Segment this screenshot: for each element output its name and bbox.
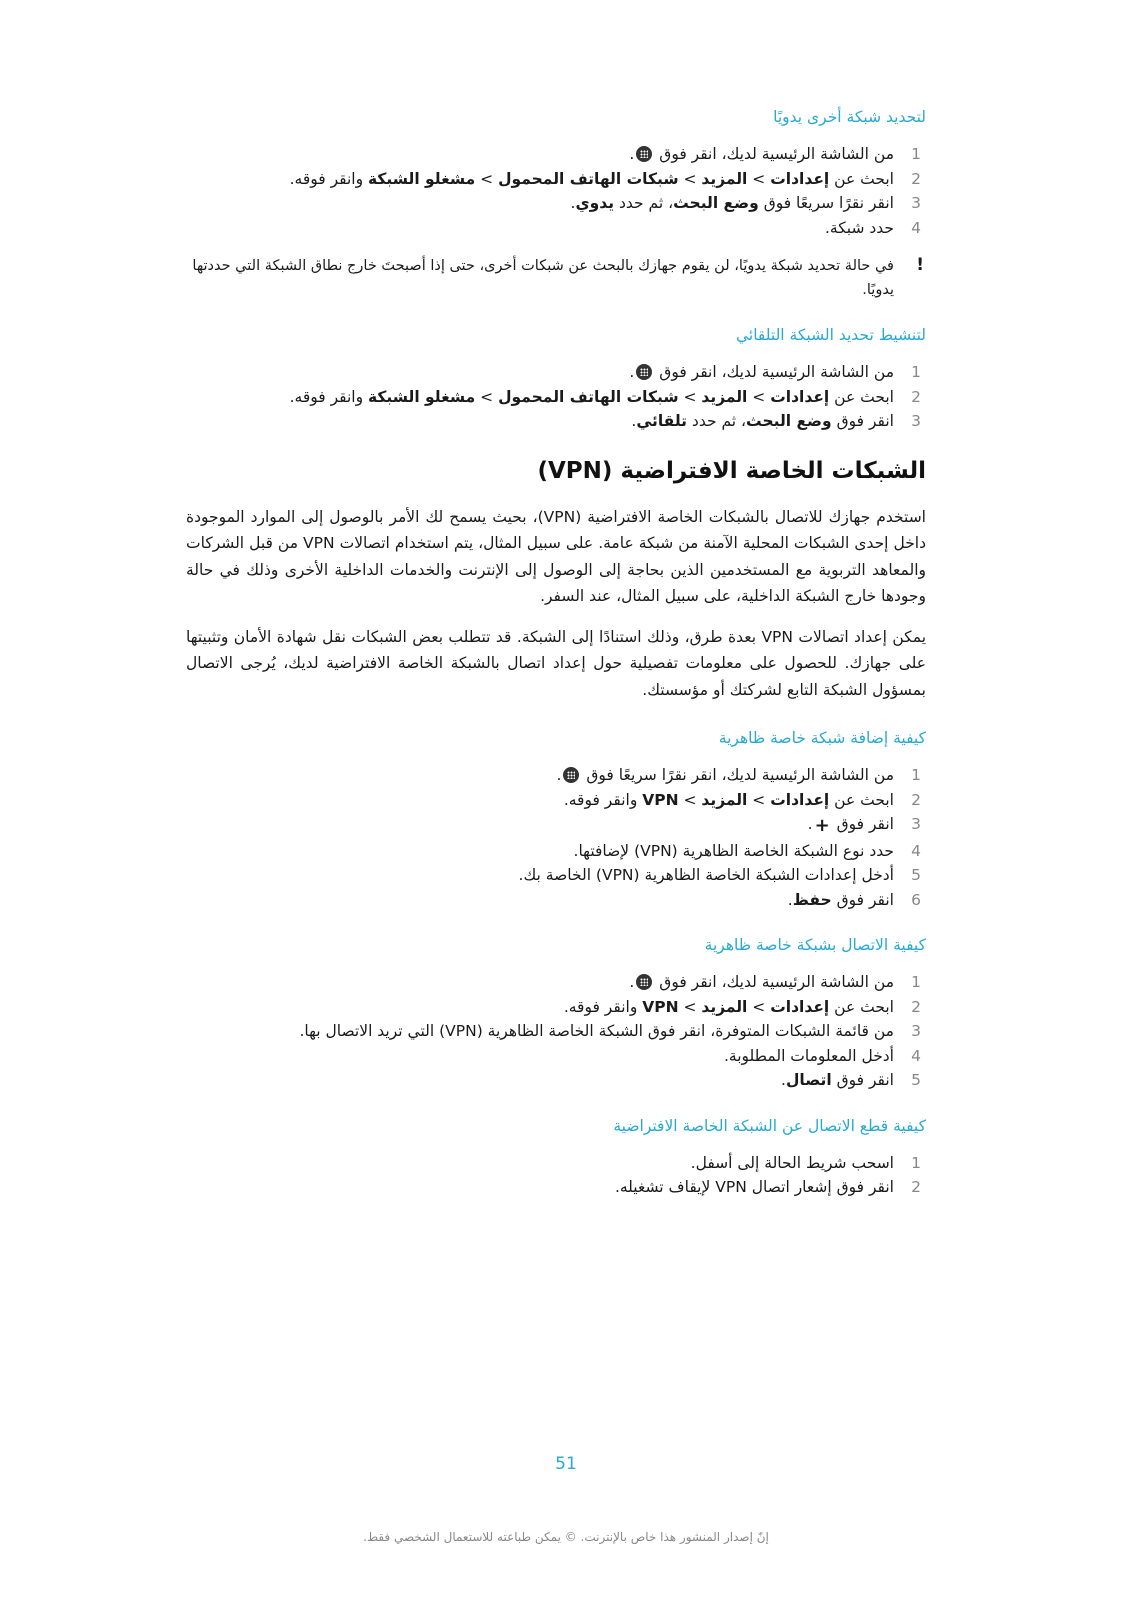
app-screen-icon — [563, 767, 579, 783]
app-screen-icon — [636, 146, 652, 162]
list-item: 5 انقر فوق اتصال. — [781, 1071, 921, 1089]
auto-network-steps — [186, 360, 926, 434]
page-content — [186, 106, 926, 1200]
vpn-setup-paragraph: يمكن إعداد اتصالات VPN بعدة طرق، وذلك استنادًا إلى الشبكة. قد تتطلب بعض الشبكات نقل شهادة الأمان وتثبيتها على جهازك. للحصول على معلومات تفصيلية حول إعداد اتصال بالشبكة الخاصة الافتراضية لديك، يُرجى الاتصال بمسؤول الشبكة التابع لشركتك أو مؤسستك. — [186, 627, 927, 699]
manual-network-steps — [186, 142, 926, 240]
list-item: 3 انقر فوق وضع البحث، ثم حدد تلقائي. — [631, 412, 921, 430]
list-item: 4 أدخل المعلومات المطلوبة. — [723, 1046, 921, 1065]
add-vpn-steps — [186, 763, 926, 912]
list-item: 1 من الشاشة الرئيسية لديك، انقر فوق . — [629, 145, 921, 163]
list-item: 2 ابحث عن إعدادات > المزيد > شبكات الهاتف المحمول > مشغلو الشبكة وانقر فوقه. — [289, 169, 921, 188]
plus-icon: + — [814, 815, 830, 836]
page-footer: إنّ إصدار المنشور هذا خاص بالإنترنت. © يمكن طباعته للاستعمال الشخصي فقط. — [363, 1530, 769, 1544]
connect-vpn-heading: كيفية الاتصال بشبكة خاصة ظاهرية — [704, 936, 926, 954]
manual-network-note: ! في حالة تحديد شبكة يدويًا، لن يقوم جهازك بالبحث عن شبكات أخرى، حتى إذا أصبحتَ خارج نطاق الشبكة التي حددتها يدويًا. — [192, 255, 924, 298]
list-item: 1 من الشاشة الرئيسية لديك، انقر نقرًا سريعًا فوق . — [556, 766, 921, 784]
list-item: 6 انقر فوق حفظ. — [787, 890, 921, 909]
list-item: 1 اسحب شريط الحالة إلى أسفل. — [690, 1153, 921, 1172]
disconnect-vpn-steps — [186, 1151, 926, 1200]
app-screen-icon — [636, 974, 652, 990]
connect-vpn-steps — [186, 970, 926, 1093]
list-item: 3 انقر فوق +. — [807, 815, 921, 836]
list-item: 1 من الشاشة الرئيسية لديك، انقر فوق . — [629, 973, 921, 991]
list-item: 2 انقر فوق إشعار اتصال VPN لإيقاف تشغيله. — [614, 1178, 921, 1196]
add-vpn-heading: كيفية إضافة شبكة خاصة ظاهرية — [718, 729, 926, 747]
page-number: 51 — [555, 1454, 577, 1474]
auto-network-heading: لتنشيط تحديد الشبكة التلقائي — [735, 326, 926, 344]
list-item: 2 ابحث عن إعدادات > المزيد > VPN وانقر فوقه. — [563, 790, 921, 809]
list-item: 2 ابحث عن إعدادات > المزيد > VPN وانقر فوقه. — [563, 997, 921, 1016]
list-item: 2 ابحث عن إعدادات > المزيد > شبكات الهاتف المحمول > مشغلو الشبكة وانقر فوقه. — [289, 387, 921, 406]
list-item: 5 أدخل إعدادات الشبكة الخاصة الظاهرية (VPN) الخاصة بك. — [518, 866, 921, 884]
exclamation-icon: ! — [916, 255, 924, 275]
list-item: 4 حدد شبكة. — [824, 218, 921, 237]
list-item: 3 انقر نقرًا سريعًا فوق وضع البحث، ثم حدد يدوي. — [570, 194, 921, 212]
list-item: 4 حدد نوع الشبكة الخاصة الظاهرية (VPN) لإضافتها. — [573, 841, 921, 860]
disconnect-vpn-heading: كيفية قطع الاتصال عن الشبكة الخاصة الافتراضية — [613, 1116, 926, 1135]
list-item: 3 من قائمة الشبكات المتوفرة، انقر فوق الشبكة الخاصة الظاهرية (VPN) التي تريد الاتصال بها. — [299, 1022, 921, 1040]
list-item: 1 من الشاشة الرئيسية لديك، انقر فوق . — [629, 363, 921, 381]
vpn-section-title: الشبكات الخاصة الافتراضية (VPN) — [537, 457, 926, 484]
vpn-intro-paragraph: استخدم جهازك للاتصال بالشبكات الخاصة الافتراضية (VPN)، بحيث يسمح لك الأمر بالوصول إلى الموارد الموجودة داخل إحدى الشبكات المحلية الآمنة من شبكة عامة. على سبيل المثال، يتم استخدام اتصالات VPN من قبل الشركات والمعاهد التربوية مع المستخدمين الذين بحاجة إلى الوصول إلى الإنترنت والخدمات الداخلية الأخرى وذلك في حالة وجودها خارج الشبكة الداخلية، على سبيل المثال، عند السفر. — [186, 507, 927, 605]
manual-network-heading: لتحديد شبكة أخرى يدويًا — [773, 108, 926, 126]
app-screen-icon — [636, 364, 652, 380]
